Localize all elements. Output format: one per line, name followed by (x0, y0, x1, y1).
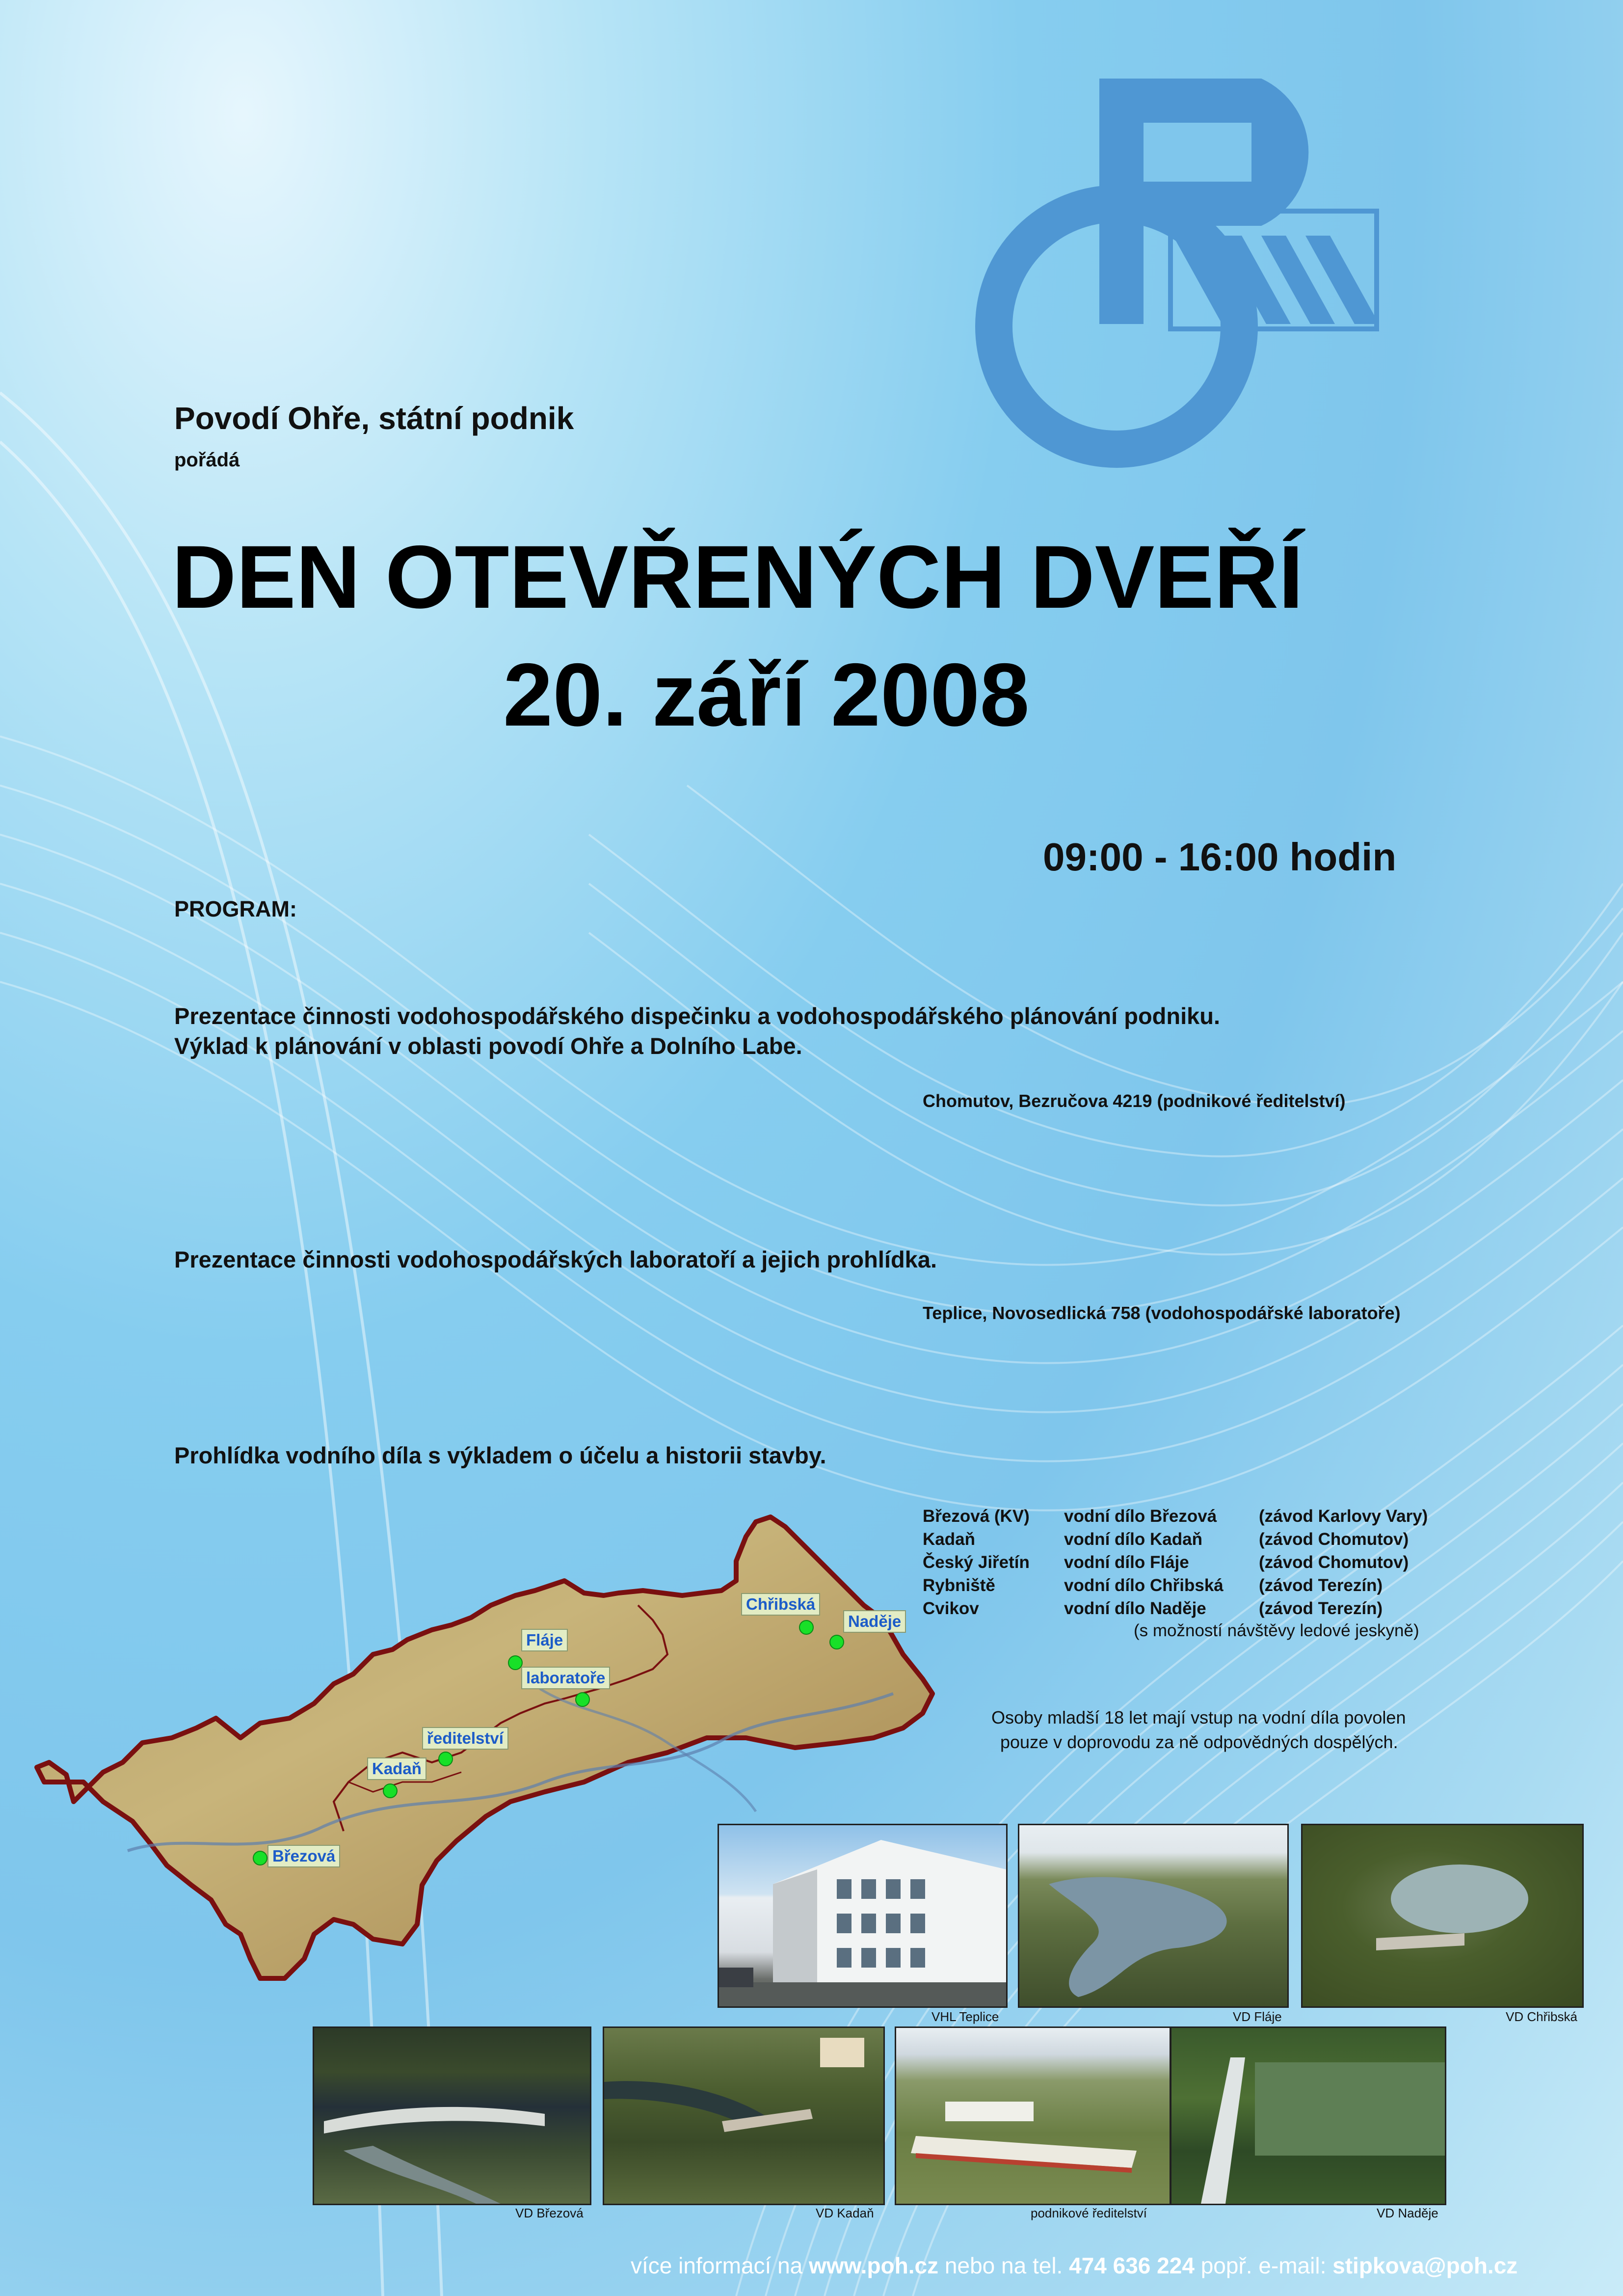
caption-vd-nadeje: VD Naděje (1377, 2206, 1438, 2220)
dam-image (314, 2028, 590, 2204)
event-title: DEN OTEVŘENÝCH DVEŘÍ (172, 527, 1304, 627)
caption-vd-flaje: VD Fláje (1233, 2009, 1282, 2024)
dam-work: vodní dílo Naděje (1064, 1599, 1206, 1618)
photo-vd-nadeje (1170, 2026, 1446, 2205)
footer-text-1: více informací na (631, 2253, 809, 2278)
dam-plant: (závod Karlovy Vary) (1259, 1507, 1428, 1526)
program-item-1-line1: Prezentace činnosti vodohospodářského dispečinku a vodohospodářského plánování podniku. (174, 1003, 1221, 1029)
program-item-1-line2: Výklad k plánování v oblasti povodí Ohře a Dolního Labe. (174, 1033, 802, 1059)
dam-place: Březová (KV) (923, 1507, 1030, 1526)
reservoir-image (1019, 1825, 1287, 2006)
reservoir-image (1171, 2028, 1445, 2204)
age-note-line1: Osoby mladší 18 let mají vstup na vodní díla povolen (991, 1707, 1406, 1728)
event-date: 20. září 2008 (503, 645, 1030, 745)
dam-image (604, 2028, 883, 2204)
program-label: PROGRAM: (174, 896, 297, 921)
photo-vhl-teplice (718, 1824, 1008, 2008)
map-dot-flaje (508, 1655, 523, 1670)
footer-email-link[interactable]: stipkova@poh.cz (1332, 2253, 1518, 2278)
dam-work: vodní dílo Chřibská (1064, 1576, 1224, 1595)
organizer-name: Povodí Ohře, státní podnik (174, 401, 574, 436)
caption-vd-chribska: VD Chřibská (1506, 2009, 1577, 2024)
footer-text-2: nebo na tel. (938, 2253, 1069, 2278)
dam-work: vodní dílo Kadaň (1064, 1530, 1202, 1549)
dam-work: vodní dílo Březová (1064, 1507, 1217, 1526)
map-label-nadeje: Naděje (843, 1610, 906, 1633)
organizes-label: pořádá (174, 449, 240, 471)
building-image (896, 2028, 1170, 2204)
caption-vhl-teplice: VHL Teplice (931, 2009, 999, 2024)
caption-vd-brezova: VD Březová (515, 2206, 584, 2220)
dam-plant: (závod Terezín) (1259, 1599, 1383, 1618)
program-item-3-line1: Prohlídka vodního díla s výkladem o účelu a historii stavby. (174, 1442, 826, 1468)
photo-vd-chribska (1301, 1824, 1584, 2008)
program-item-2-line1: Prezentace činnosti vodohospodářských laboratoří a jejich prohlídka. (174, 1246, 937, 1272)
dam-plant: (závod Terezín) (1259, 1576, 1383, 1595)
map-dot-laboratore (575, 1692, 590, 1707)
footer-phone: 474 636 224 (1069, 2253, 1195, 2278)
event-hours: 09:00 - 16:00 hodin (1043, 835, 1397, 879)
caption-vd-kadan: VD Kadaň (816, 2206, 874, 2220)
dam-place: Český Jiřetín (923, 1553, 1030, 1572)
age-note-line2: pouze v doprovodu za ně odpovědných dospělých. (1000, 1732, 1398, 1752)
map-label-flaje: Fláje (521, 1629, 568, 1651)
dams-note: (s možností návštěvy ledové jeskyně) (1134, 1621, 1419, 1640)
photo-vd-kadan (603, 2026, 885, 2205)
photo-vd-flaje (1018, 1824, 1289, 2008)
dam-place: Cvikov (923, 1599, 979, 1618)
map-dot-brezova (253, 1851, 267, 1865)
map-label-reditelstvi: ředitelství (422, 1727, 508, 1750)
map-dot-reditelstvi (438, 1752, 453, 1766)
footer-info (631, 2252, 1517, 2279)
program-item-2-location: Teplice, Novosedlická 758 (vodohospodářské laboratoře) (923, 1303, 1401, 1323)
dam-place: Kadaň (923, 1530, 975, 1549)
map-dot-nadeje (829, 1635, 844, 1649)
dam-plant: (závod Chomutov) (1259, 1553, 1409, 1572)
dam-place: Rybniště (923, 1576, 995, 1595)
map-dot-chribska (799, 1620, 814, 1635)
map-label-chribska: Chřibská (741, 1593, 820, 1616)
building-image (719, 1825, 1006, 2006)
caption-podnikove-reditelstvi: podnikové ředitelství (1031, 2206, 1147, 2220)
footer-text-3: popř. e-mail: (1194, 2253, 1333, 2278)
dam-plant: (závod Chomutov) (1259, 1530, 1409, 1549)
map-label-kadan: Kadaň (367, 1757, 426, 1780)
footer-website-link[interactable]: www.poh.cz (809, 2253, 939, 2278)
photo-vd-brezova (313, 2026, 591, 2205)
reservoir-image (1303, 1825, 1582, 2006)
map-label-laboratore: laboratoře (521, 1667, 610, 1689)
dam-work: vodní dílo Fláje (1064, 1553, 1189, 1572)
photo-podnikove-reditelstvi (895, 2026, 1171, 2205)
program-item-1-location: Chomutov, Bezručova 4219 (podnikové ředitelství) (923, 1091, 1346, 1111)
map-dot-kadan (383, 1783, 398, 1798)
povodi-ohre-logo (942, 79, 1423, 481)
map-label-brezova: Březová (267, 1845, 340, 1867)
